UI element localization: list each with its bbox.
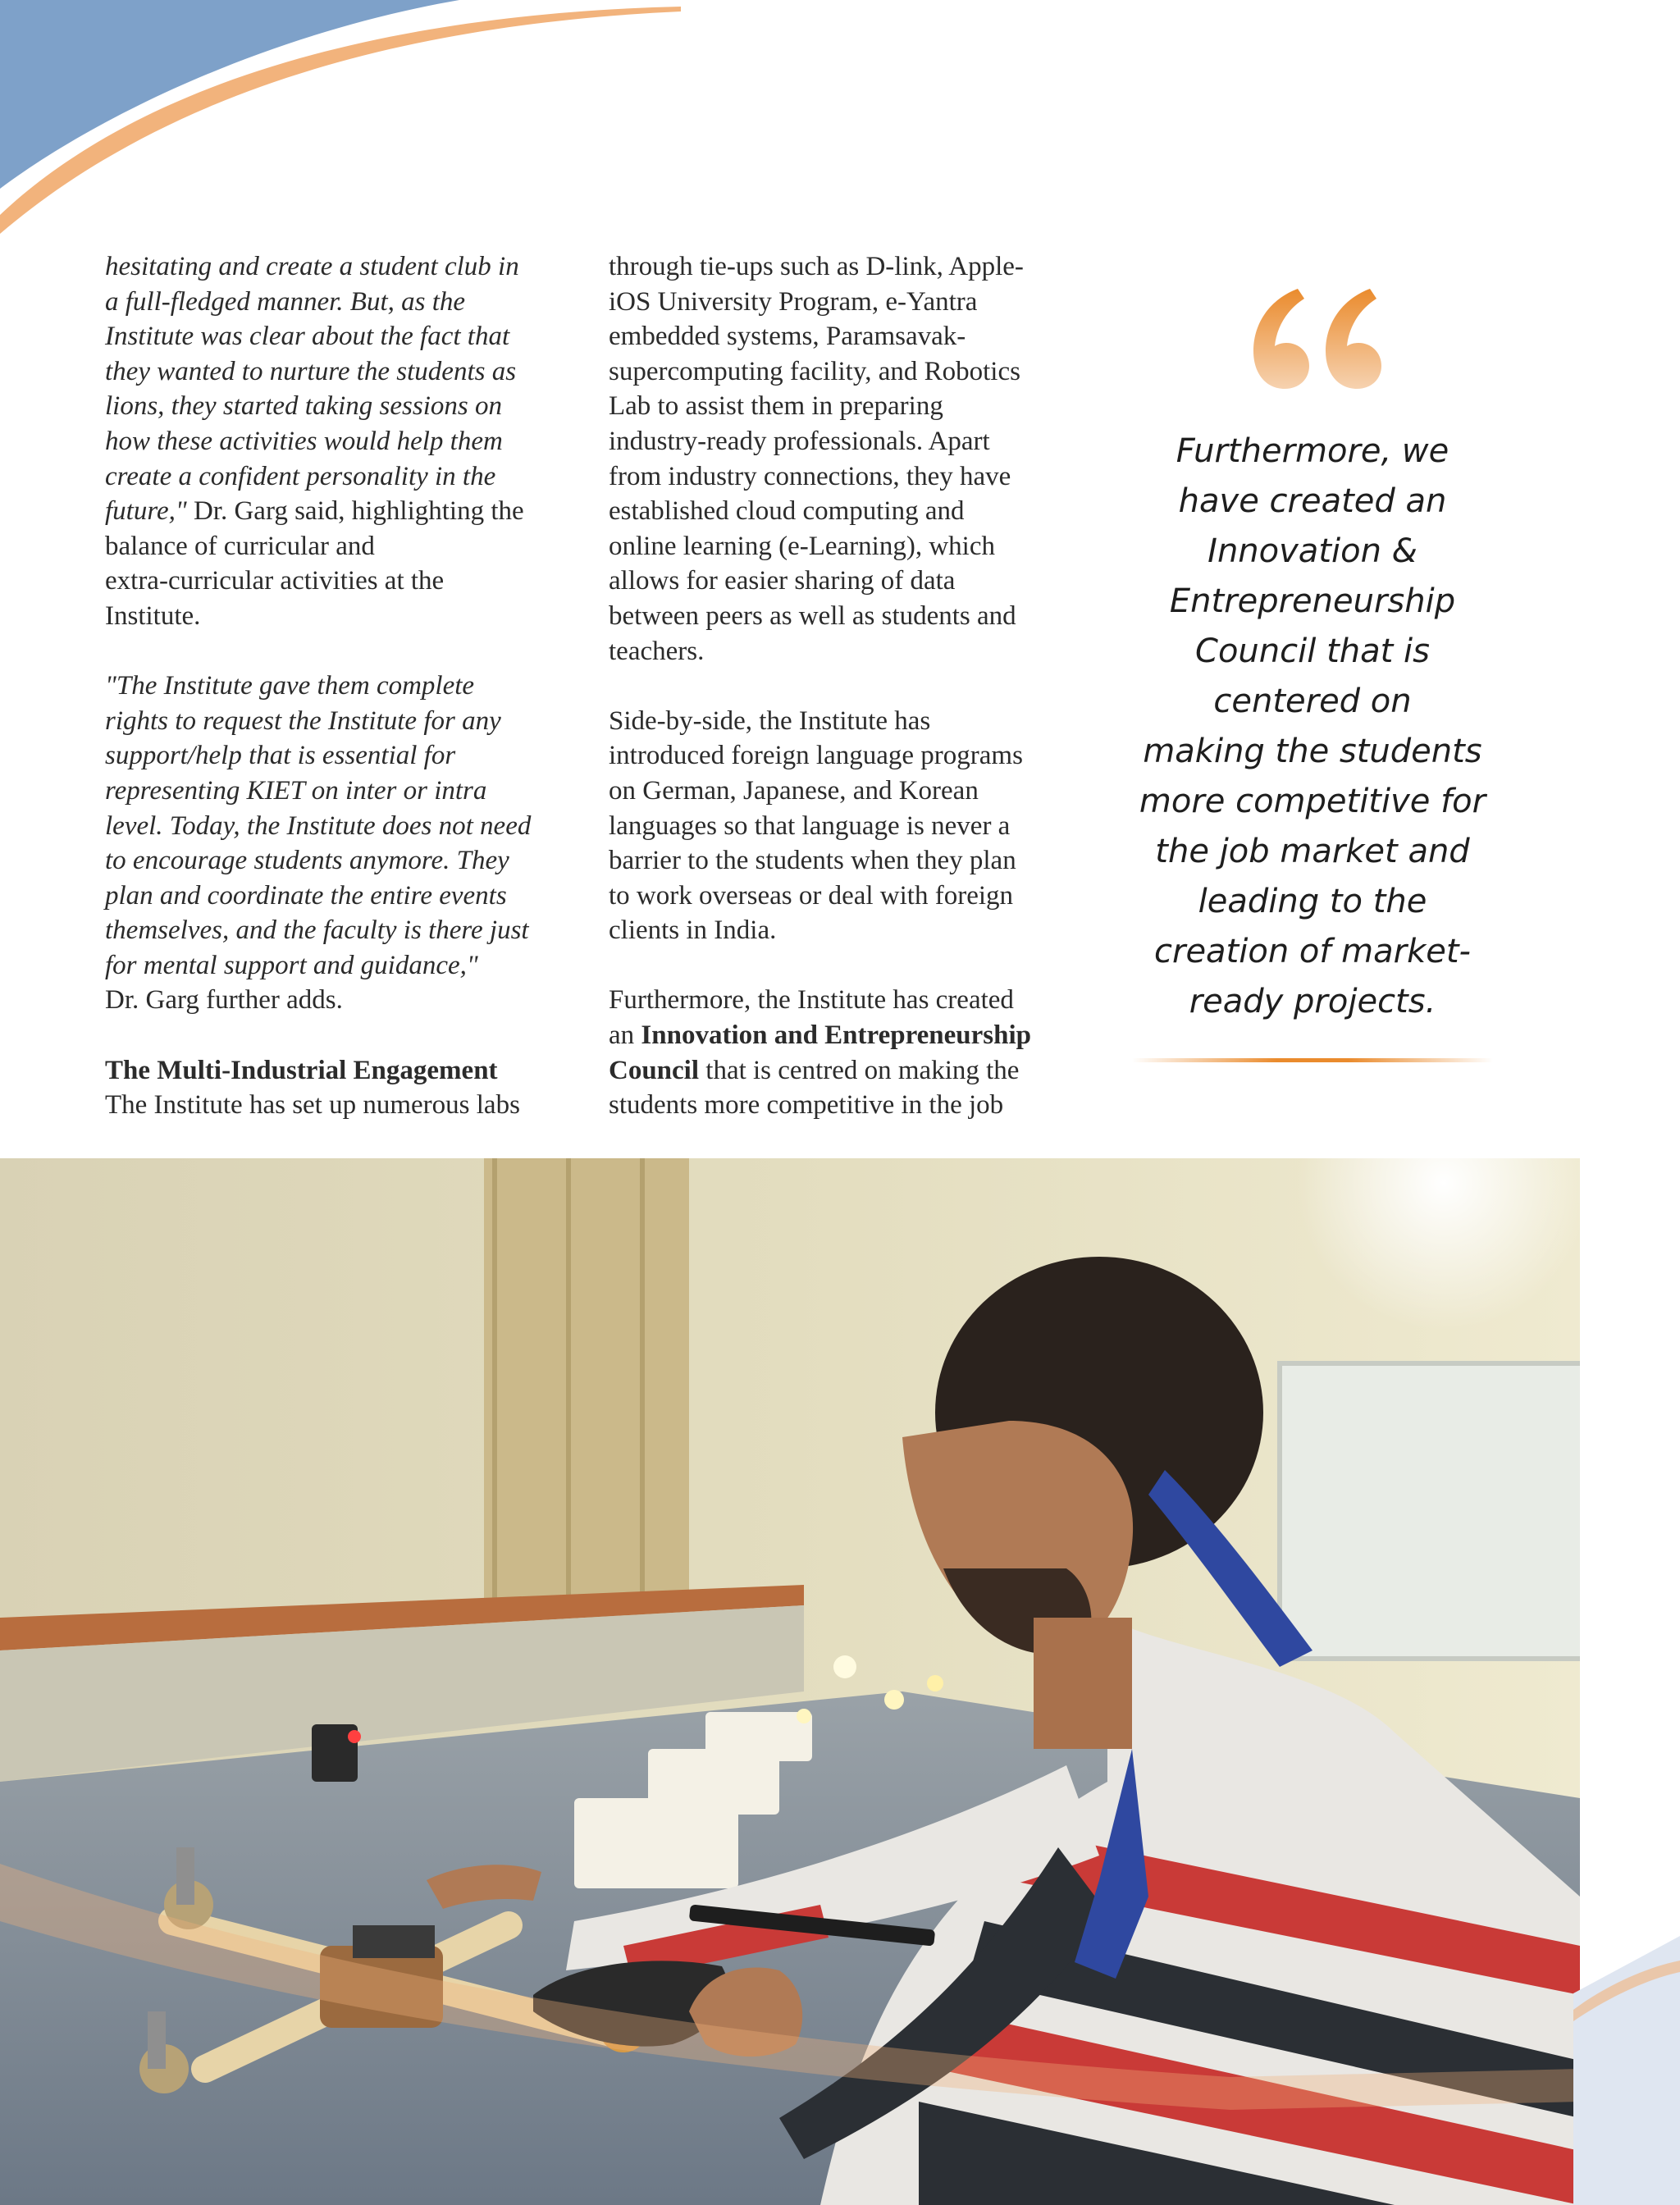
pull-quote-line: Council that is (1195, 632, 1430, 670)
pull-quote-line: making the students (1143, 733, 1482, 770)
text-line: level. Today, the Institute does not need (105, 810, 532, 841)
bottom-right-decoration (1573, 1936, 1680, 2205)
text-line: languages so that language is never a (609, 810, 1011, 841)
pull-quote-divider (1132, 1058, 1493, 1062)
text-line: established cloud computing and (609, 496, 965, 527)
pull-quote-text (1124, 427, 1501, 1027)
text-line: allows for easier sharing of data (609, 566, 956, 596)
text-line: embedded systems, Paramsavak- (609, 322, 966, 352)
article-column-2 (609, 249, 1068, 1123)
text-line: introduced foreign language programs (609, 741, 1023, 771)
pull-quote-line: the job market and (1155, 833, 1470, 870)
corner-decoration (0, 0, 705, 246)
text-line: iOS University Program, e-Yantra (609, 286, 978, 317)
text-line: Institute was clear about the fact that (105, 322, 510, 352)
text-line: how these activities would help them (105, 426, 503, 456)
text-line: clients in India. (609, 915, 777, 946)
text-line: extra-curricular activities at the (105, 566, 445, 596)
text-line: to work overseas or deal with foreign (609, 880, 1014, 911)
pull-quote-line: Innovation & (1208, 532, 1418, 570)
language-paragraph (609, 704, 1068, 948)
text-line-mixed (609, 1053, 1068, 1089)
pull-quote-line: more competitive for (1139, 783, 1486, 820)
section-heading: The Multi-Industrial Engagement (105, 1055, 498, 1085)
text-line: Side-by-side, the Institute has (609, 705, 931, 736)
pull-quote-line: creation of market- (1154, 933, 1471, 970)
text-span-bold: Innovation and Entrepreneurship (641, 1020, 1031, 1051)
text-line: to encourage students anymore. They (105, 846, 509, 876)
text-line: teachers. (609, 636, 705, 666)
text-line: industry-ready professionals. Apart (609, 426, 990, 456)
text-line: online learning (e-Learning), which (609, 531, 995, 561)
text-line: through tie-ups such as D-link, Apple- (609, 252, 1024, 281)
text-line: Furthermore, the Institute has created (609, 985, 1014, 1016)
text-span-bold: Council (609, 1055, 700, 1085)
text-line: rights to request the Institute for any (105, 705, 501, 736)
text-line: they wanted to nurture the students as (105, 356, 517, 386)
text-line: barrier to the students when they plan (609, 846, 1016, 876)
text-line: from industry connections, they have (609, 461, 1011, 491)
text-line: a full-fledged manner. But, as the (105, 286, 466, 317)
pull-quote (1124, 279, 1501, 1027)
text-line: for mental support and guidance," (105, 950, 478, 980)
text-line: between peers as well as students and (609, 600, 1016, 631)
section-paragraph (105, 1053, 564, 1123)
pull-quote-line: ready projects. (1189, 983, 1436, 1020)
text-line: Lab to assist them in preparing (609, 391, 943, 422)
text-line: representing KIET on inter or intra (105, 775, 487, 806)
text-line-mixed (609, 1018, 1068, 1053)
quote-paragraph-1 (105, 249, 564, 634)
pull-quote-line: Furthermore, we (1176, 432, 1449, 470)
article-column-1 (105, 249, 564, 1123)
lab-photo (0, 1158, 1580, 2205)
text-span-italic: future," (105, 496, 187, 527)
text-line: supercomputing facility, and Robotics (609, 356, 1020, 386)
text-line: "The Institute gave them complete (105, 671, 475, 701)
text-line: students more competitive in the job (609, 1090, 1004, 1121)
pull-quote-line: leading to the (1198, 883, 1427, 920)
text-span: that is centred on making the (699, 1055, 1020, 1085)
text-line-mixed (105, 494, 564, 529)
pull-quote-line: have created an (1178, 482, 1447, 520)
text-span: an (609, 1020, 641, 1051)
text-line: plan and coordinate the entire events (105, 880, 507, 911)
text-line: The Institute has set up numerous labs (105, 1090, 520, 1121)
quote-paragraph-2 (105, 669, 564, 1018)
text-line: support/help that is essential for (105, 741, 456, 771)
text-line: lions, they started taking sessions on (105, 391, 502, 422)
text-line: hesitating and create a student club in (105, 252, 519, 281)
text-line: Institute. (105, 600, 201, 631)
council-paragraph (609, 983, 1068, 1122)
text-span: Dr. Garg said, highlighting the (186, 496, 524, 527)
text-line: Dr. Garg further adds. (105, 985, 343, 1016)
lab-photo-illustration (0, 1158, 1580, 2205)
labs-paragraph (609, 249, 1068, 669)
pull-quote-line: centered on (1213, 682, 1412, 720)
text-line: themselves, and the faculty is there just (105, 915, 529, 946)
pull-quote-line: Entrepreneurship (1169, 582, 1456, 620)
quote-open-icon (1239, 279, 1386, 410)
text-line: on German, Japanese, and Korean (609, 775, 979, 806)
text-line: create a confident personality in the (105, 461, 496, 491)
text-line: balance of curricular and (105, 531, 375, 561)
